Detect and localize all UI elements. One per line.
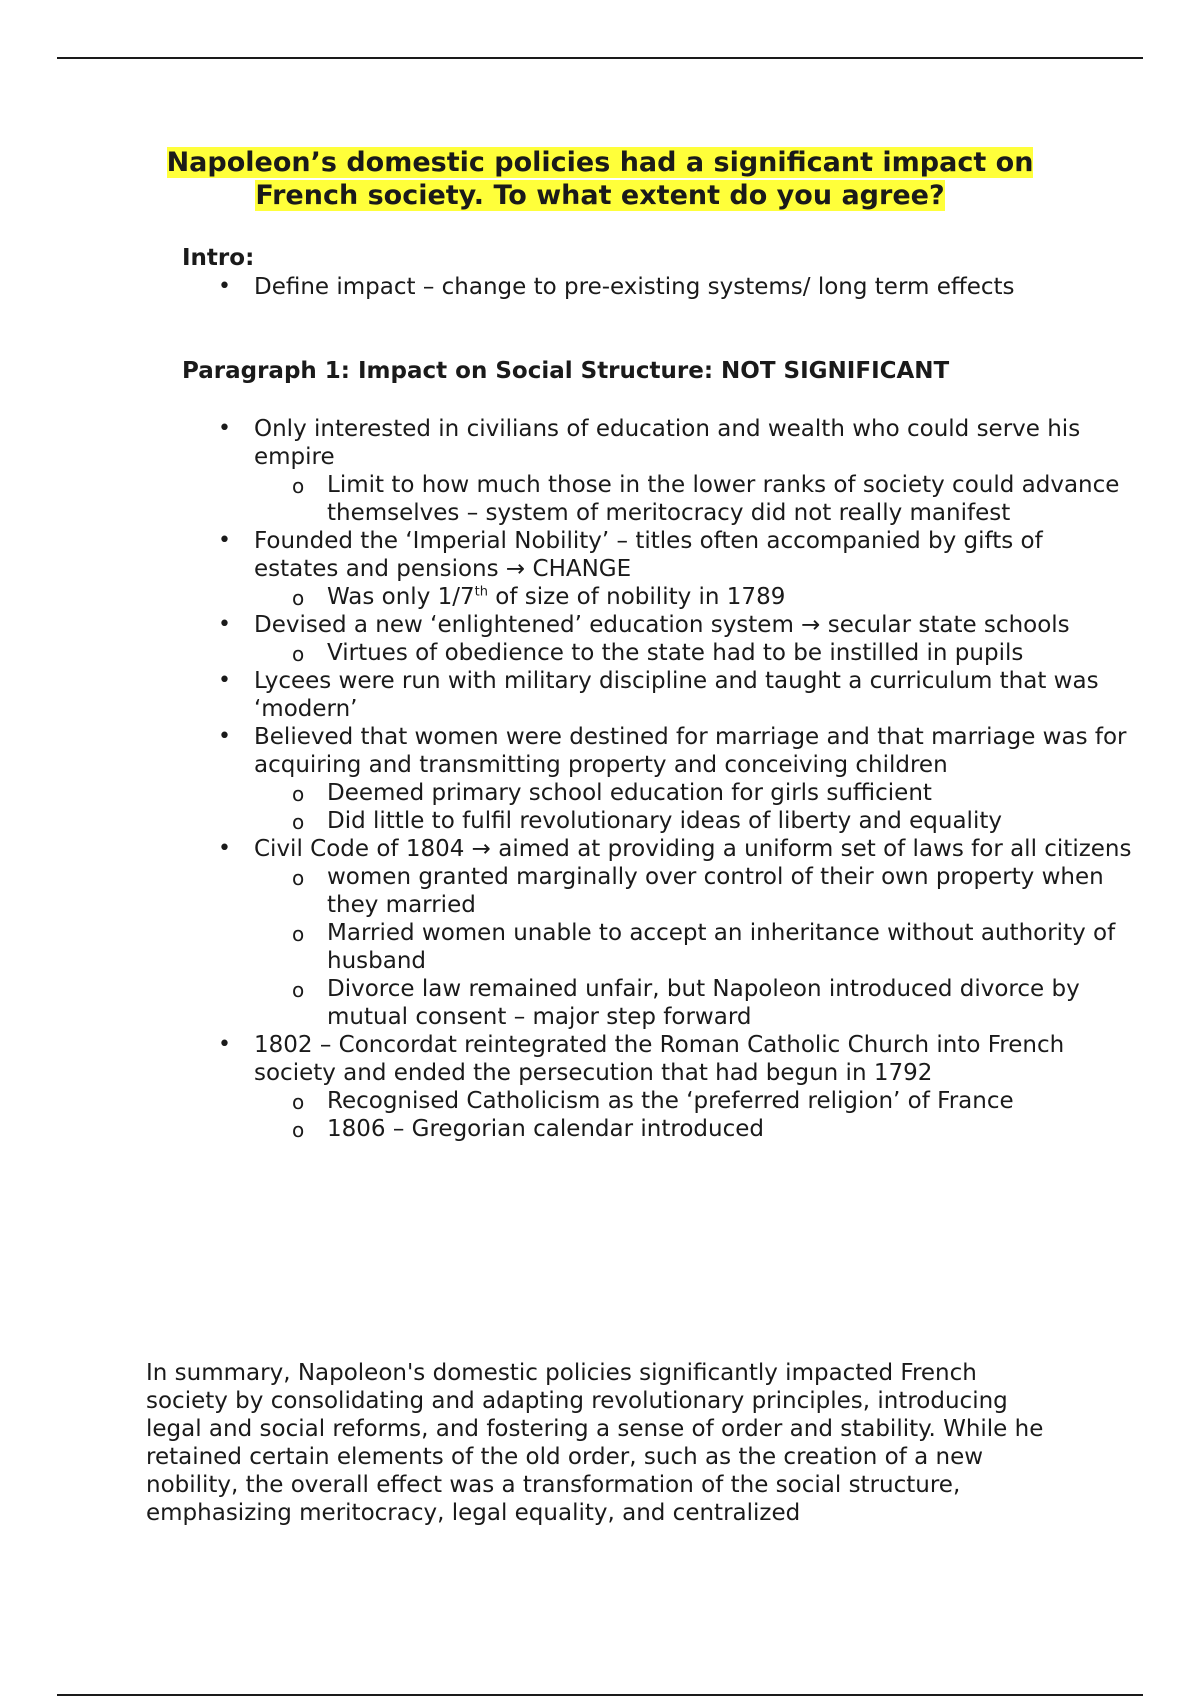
sub-bullet-icon: o: [292, 642, 305, 666]
sub-point-text: Virtues of obedience to the state had to be instilled in pupils: [327, 640, 1024, 666]
document-title: [100, 146, 1100, 212]
sub-bullet-icon: o: [292, 782, 305, 806]
sub-bullet-icon: o: [292, 1090, 305, 1114]
point-text: Only interested in civilians of education and wealth who could serve his empire: [254, 416, 1081, 470]
ordinal-suffix: th: [474, 584, 488, 600]
sub-list-item: [292, 471, 1134, 527]
sub-list: [292, 1087, 1134, 1143]
sub-list-item: [292, 779, 1134, 807]
sub-point-text: Deemed primary school education for girls sufficient: [327, 780, 932, 806]
sub-bullet-icon: o: [292, 866, 305, 890]
sub-list: [292, 471, 1134, 527]
nobility-tail: of size of nobility in 1789: [487, 584, 786, 610]
sub-point-text: Recognised Catholicism as the ‘preferred religion’ of France: [327, 1088, 1014, 1114]
sub-list-item: [292, 807, 1134, 835]
title-line-2: French society. To what extent do you agree?: [255, 180, 945, 211]
sub-list-item: [292, 1087, 1134, 1115]
sub-point-text: Married women unable to accept an inheritance without authority of husband: [327, 920, 1116, 974]
sub-list-item: [292, 863, 1134, 919]
bullet-icon: •: [218, 274, 231, 299]
title-line-1: Napoleon’s domestic policies had a significant impact on: [166, 147, 1034, 178]
bullet-icon: •: [218, 1032, 231, 1057]
sub-list: [292, 639, 1134, 667]
summary-paragraph: In summary, Napoleon's domestic policies significantly impacted French society by consolidating and adapting revolutionary principles, introducing legal and social reforms, and fostering a sense of order and stability. While he retained certain elements of the old order, such as the creation of a new nobility, the overall effect was a transformation of the social structure, emphasizing meritocracy, legal equality, and centralized: [146, 1360, 1044, 1526]
bottom-rule: [57, 1694, 1143, 1696]
list-item: [218, 273, 1134, 301]
sub-list-item: [292, 583, 1134, 611]
intro-list: [218, 273, 1134, 301]
list-item: [218, 415, 1134, 527]
sub-list-item: [292, 975, 1134, 1031]
point-text: 1802 – Concordat reintegrated the Roman Catholic Church into French society and ended the persecution that had begun in 1792: [254, 1032, 1065, 1086]
sub-bullet-icon: o: [292, 922, 305, 946]
sub-point-text: Limit to how much those in the lower ranks of society could advance themselves – system of meritocracy did not really manifest: [327, 472, 1120, 526]
paragraph-1-list: [218, 415, 1134, 1143]
list-item: [218, 667, 1134, 723]
sub-point-text: 1806 – Gregorian calendar introduced: [327, 1116, 764, 1142]
sub-list-item: [292, 639, 1134, 667]
intro-heading: Intro:: [182, 245, 255, 271]
nobility-fraction: Was only 1/7: [327, 584, 475, 610]
sub-bullet-icon: o: [292, 978, 305, 1002]
bullet-icon: •: [218, 836, 231, 861]
bullet-icon: •: [218, 668, 231, 693]
sub-point-text: Divorce law remained unfair, but Napoleon introduced divorce by mutual consent – major step forward: [327, 976, 1080, 1030]
point-text: Founded the ‘Imperial Nobility’ – titles often accompanied by gifts of estates and pensions → CHANGE: [254, 528, 1043, 582]
sub-list-item: [292, 1115, 1134, 1143]
bullet-icon: •: [218, 724, 231, 749]
list-item: [218, 527, 1134, 611]
list-item: [218, 611, 1134, 667]
intro-point: Define impact – change to pre-existing systems/ long term effects: [254, 274, 1015, 300]
point-text: Believed that women were destined for marriage and that marriage was for acquiring and transmitting property and conceiving children: [254, 724, 1127, 778]
sub-list: [292, 583, 1134, 611]
point-text: Civil Code of 1804 → aimed at providing a uniform set of laws for all citizens: [254, 836, 1132, 862]
sub-bullet-icon: o: [292, 810, 305, 834]
sub-point-text: women granted marginally over control of their own property when they married: [327, 864, 1104, 918]
point-text: Lycees were run with military discipline and taught a curriculum that was ‘modern’: [254, 668, 1099, 722]
sub-bullet-icon: o: [292, 474, 305, 498]
sub-list-item: [292, 919, 1134, 975]
sub-bullet-icon: o: [292, 1118, 305, 1142]
top-rule: [57, 57, 1143, 59]
list-item: [218, 1031, 1134, 1143]
bullet-icon: •: [218, 416, 231, 441]
sub-bullet-icon: o: [292, 586, 305, 610]
bullet-icon: •: [218, 612, 231, 637]
paragraph-1-heading: Paragraph 1: Impact on Social Structure: NOT SIGNIFICANT: [182, 358, 950, 384]
list-item: [218, 835, 1134, 1031]
sub-point-text: [327, 584, 785, 610]
sub-point-text: Did little to fulfil revolutionary ideas of liberty and equality: [327, 808, 1002, 834]
sub-list: [292, 863, 1134, 1031]
bullet-icon: •: [218, 528, 231, 553]
list-item: [218, 723, 1134, 835]
point-text: Devised a new ‘enlightened’ education system → secular state schools: [254, 612, 1070, 638]
sub-list: [292, 779, 1134, 835]
